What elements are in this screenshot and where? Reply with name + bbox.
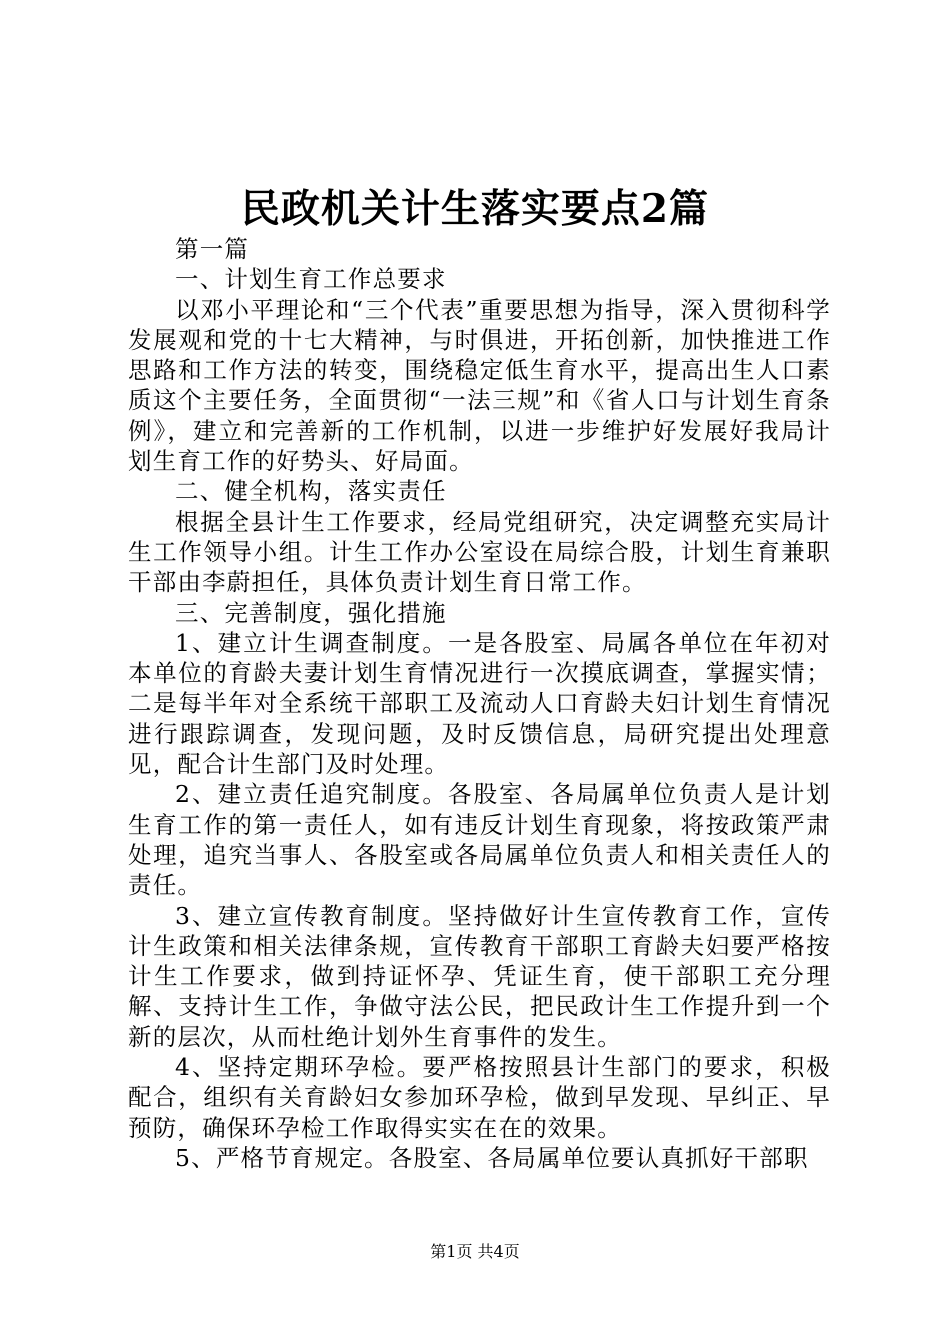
section-heading-3: 三、完善制度，强化措施 bbox=[175, 598, 447, 627]
section-heading-2: 二、健全机构，落实责任 bbox=[175, 477, 447, 506]
section-heading-part-one: 第一篇 bbox=[175, 235, 250, 263]
section-heading-1: 一、计划生育工作总要求 bbox=[175, 265, 447, 294]
list-item: 5、严格节育规定。各股室、各局属单位要认真抓好干部职 bbox=[175, 1143, 809, 1172]
document-title: 民政机关计生落实要点2篇 bbox=[240, 186, 710, 232]
list-item: 1、建立计生调查制度。一是各股室、局属各单位在年初对本单位的育龄夫妻计划生育情况进行一次摸底调查，掌握实情；二是每半年对全系统干部职工及流动人口育龄夫妇计划生育情况进行跟踪调查，发现问题，及时反馈信息，局研究提出处理意见，配合计生部门及时处理。 bbox=[128, 628, 831, 779]
document-body bbox=[128, 234, 831, 1173]
list-item: 4、坚持定期环孕检。要严格按照县计生部门的要求，积极配合，组织有关育龄妇女参加环孕检，做到早发现、早纠正、早预防，确保环孕检工作取得实实在在的效果。 bbox=[128, 1053, 831, 1142]
list-item: 3、建立宣传教育制度。坚持做好计生宣传教育工作，宣传计生政策和相关法律条规，宣传教育干部职工育龄夫妇要严格按计生工作要求，做到持证怀孕、凭证生育，使干部职工充分理解、支持计生工作，争做守法公民，把民政计生工作提升到一个新的层次，从而杜绝计划外生育事件的发生。 bbox=[128, 901, 831, 1051]
paragraph: 根据全县计生工作要求，经局党组研究，决定调整充实局计生工作领导小组。计生工作办公室设在局综合股，计划生育兼职干部由李蔚担任，具体负责计划生育日常工作。 bbox=[128, 507, 831, 597]
list-item: 2、建立责任追究制度。各股室、各局属单位负责人是计划生育工作的第一责任人，如有违反计划生育现象，将按政策严肃处理，追究当事人、各股室或各局属单位负责人和相关责任人的责任。 bbox=[128, 780, 831, 900]
page-footer: 第1页 共4页 bbox=[430, 1242, 520, 1261]
paragraph: 以邓小平理论和“三个代表”重要思想为指导，深入贯彻科学发展观和党的十七大精神，与时俱进，开拓创新，加快推进工作思路和工作方法的转变，围绕稳定低生育水平，提高出生人口素质这个主要任务，全面贯彻“一法三规”和《省人口与计划生育条例》，建立和完善新的工作机制，以进一步维护好发展好我局计划生育工作的好势头、好局面。 bbox=[128, 295, 831, 476]
